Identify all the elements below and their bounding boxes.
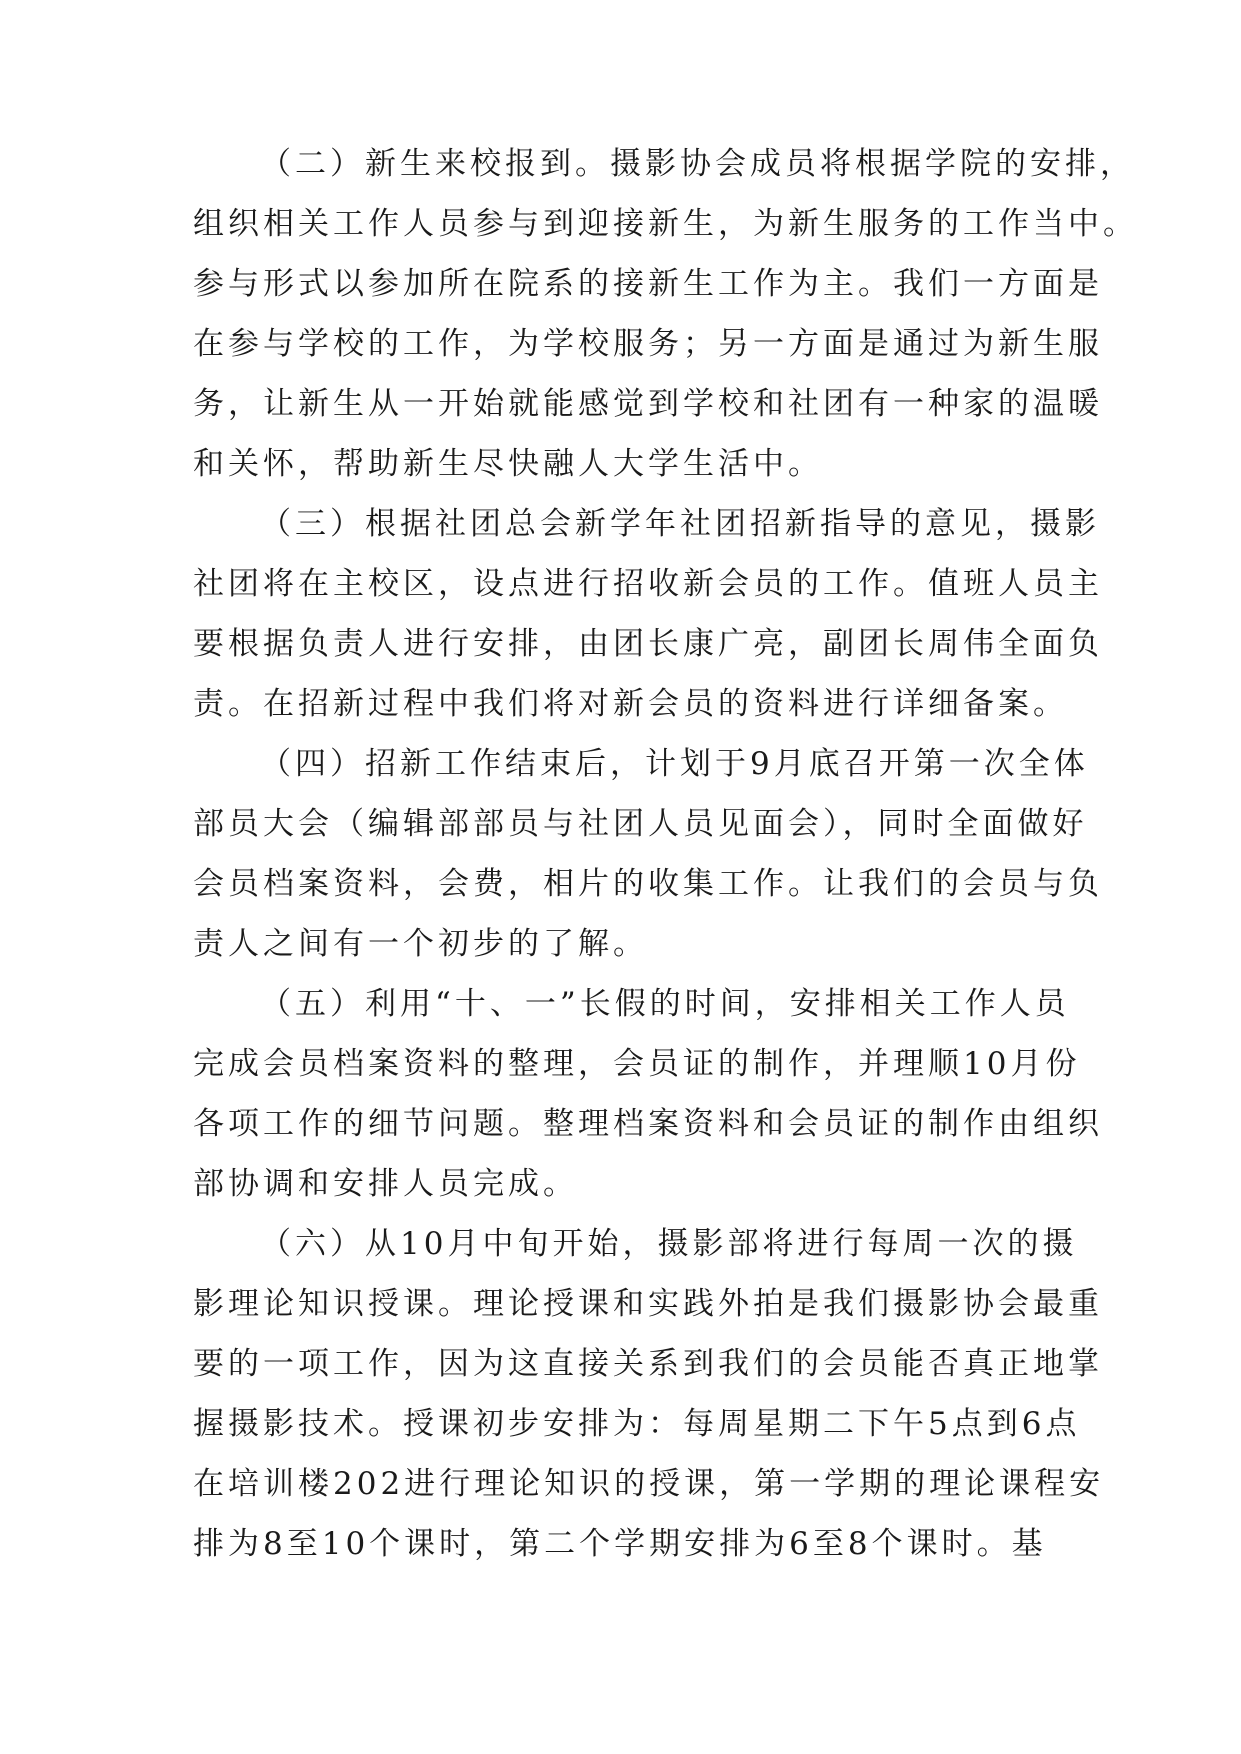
paragraph-3-line-4: 责。在招新过程中我们将对新会员的资料进行详细备案。 xyxy=(193,686,1068,722)
paragraph-6-line-5: 在培训楼202进行理论知识的授课，第一学期的理论课程安 xyxy=(193,1466,1105,1502)
paragraph-6-line-2: 影理论知识授课。理论授课和实践外拍是我们摄影协会最重 xyxy=(193,1286,1103,1322)
paragraph-3-line-1: （三）根据社团总会新学年社团招新指导的意见，摄影 xyxy=(260,506,1100,542)
paragraph-2-line-3: 参与形式以参加所在院系的接新生工作为主。我们一方面是 xyxy=(193,266,1103,302)
paragraph-3-line-2: 社团将在主校区，设点进行招收新会员的工作。值班人员主 xyxy=(193,566,1103,602)
paragraph-6-line-6: 排为8至10个课时，第二个学期安排为6至8个课时。基 xyxy=(193,1526,1047,1562)
paragraph-2-line-5: 务，让新生从一开始就能感觉到学校和社团有一种家的温暖 xyxy=(193,386,1103,422)
paragraph-4-line-2: 部员大会（编辑部部员与社团人员见面会），同时全面做好 xyxy=(193,806,1088,842)
paragraph-5-line-1: （五）利用“十、一”长假的时间，安排相关工作人员 xyxy=(260,986,1070,1022)
paragraph-2-line-6: 和关怀，帮助新生尽快融人大学生活中。 xyxy=(193,446,823,482)
paragraph-6-line-4: 握摄影技术。授课初步安排为：每周星期二下午5点到6点 xyxy=(193,1406,1081,1442)
paragraph-4-line-4: 责人之间有一个初步的了解。 xyxy=(193,926,648,962)
paragraph-5-line-2: 完成会员档案资料的整理，会员证的制作，并理顺10月份 xyxy=(193,1046,1081,1082)
paragraph-6-line-3: 要的一项工作，因为这直接关系到我们的会员能否真正地掌 xyxy=(193,1346,1103,1382)
paragraph-6-line-1: （六）从10月中旬开始，摄影部将进行每周一次的摄 xyxy=(260,1226,1078,1262)
paragraph-2-line-1: （二）新生来校报到。摄影协会成员将根据学院的安排， xyxy=(260,146,1135,182)
paragraph-3-line-3: 要根据负责人进行安排，由团长康广亮，副团长周伟全面负 xyxy=(193,626,1103,662)
paragraph-4-line-1: （四）招新工作结束后，计划于9月底召开第一次全体 xyxy=(260,746,1089,782)
paragraph-4-line-3: 会员档案资料，会费，相片的收集工作。让我们的会员与负 xyxy=(193,866,1103,902)
paragraph-5-line-3: 各项工作的细节问题。整理档案资料和会员证的制作由组织 xyxy=(193,1106,1103,1142)
paragraph-5-line-4: 部协调和安排人员完成。 xyxy=(193,1166,578,1202)
paragraph-2-line-4: 在参与学校的工作，为学校服务；另一方面是通过为新生服 xyxy=(193,326,1103,362)
paragraph-2-line-2: 组织相关工作人员参与到迎接新生，为新生服务的工作当中。 xyxy=(193,206,1138,242)
